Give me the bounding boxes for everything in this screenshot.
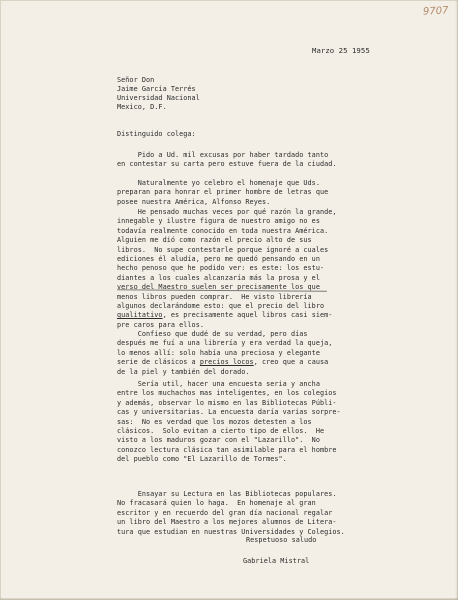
paragraph-survey: Sería util, hacer una encuesta seria y ancha entre los muchachos mas inteligentes, en los colegios y además, observar lo mismo en las Bibliotecas Públi- cas y universitarias. La encuesta daría varias sorpre- sas: No es verdad que los mozos detesten a los clásicos. Solo evitan a cierto tipo de ellos. He visto a los maduros gozar con el "Lazarillo". No conozco lectura clásica tan asimilable para el hombre del pueblo como "El Lazarillo de Tormes". xyxy=(117,380,341,464)
paragraph-apology: Pido a Ud. mil excusas por haber tardado tanto en contestar su carta pero estuve fuera de la ciudad. xyxy=(117,151,337,169)
paragraph-book-prices-tail: , es precisamente aquel libros casi siem- pre caros para ellos. xyxy=(117,311,333,329)
paragraph-book-prices-text: He pensado muchas veces por qué razón la grande, innegable y ilustre figura de nuestro amigo no es todavía realmente conocido en toda nuestra América. Alguien me dió como razón el precio alto de sus libros. No supe contestarle porque ignoré a cuales ediciones él aludía, pero me quedó pensando en un hecho penoso que he podido ver: es este: los estu- diantes a los cuales alcanzaría más la prosa y el verso del Maestro suelen ser precisamente los que menos libros pueden comprar. He visto librería algunos declarándome esto: que el precio del libro xyxy=(117,208,337,311)
letter-greeting: Distinguido colega: xyxy=(117,130,196,138)
paragraph-book-prices xyxy=(117,208,417,330)
paragraph-homage: Naturalmente yo celebro el homenaje que Uds. preparan para honrar el primer hombre de letras que posee nuestra América, Alfonso Reyes. xyxy=(117,179,329,206)
recipient-city: Mexico, D.F. xyxy=(117,103,167,111)
paragraph-libraries: Ensayar su Lectura en las Bibliotecas populares. No fracasará quien lo haga. En homenaje al gran escritor y en recuerdo del gran día nacional regalar un libro del Maestro a los mejores alumnos de Litera- tura que estudian en nuestras Universidades y Colegios. xyxy=(117,490,345,536)
letter-closing: Respetuoso saludo xyxy=(246,536,317,544)
paragraph-bookstore-tail: , creo que a causa de la piel y también del dorado. xyxy=(117,358,329,376)
recipient-name: Jaime García Terrés xyxy=(117,85,196,93)
archive-number-mark: 9707 xyxy=(422,5,449,18)
letter-date: Marzo 25 1955 xyxy=(312,46,370,55)
letter-signature: Gabriela Mistral xyxy=(243,557,310,565)
underlined-phrase-precios-locos: precios locos xyxy=(199,358,254,367)
recipient-salutation: Señor Don xyxy=(117,76,155,84)
paragraph-bookstore xyxy=(117,330,417,377)
underlined-word-qualitativo: qualitativo xyxy=(117,311,163,320)
recipient-institution: Universidad Nacional xyxy=(117,94,200,102)
paragraph-bookstore-text: Confieso que dudé de su verdad, pero días después me fuí a una librería y era verdad la queja, lo menos allí: solo había una preciosa y elegante serie de clásicos a xyxy=(117,330,333,367)
